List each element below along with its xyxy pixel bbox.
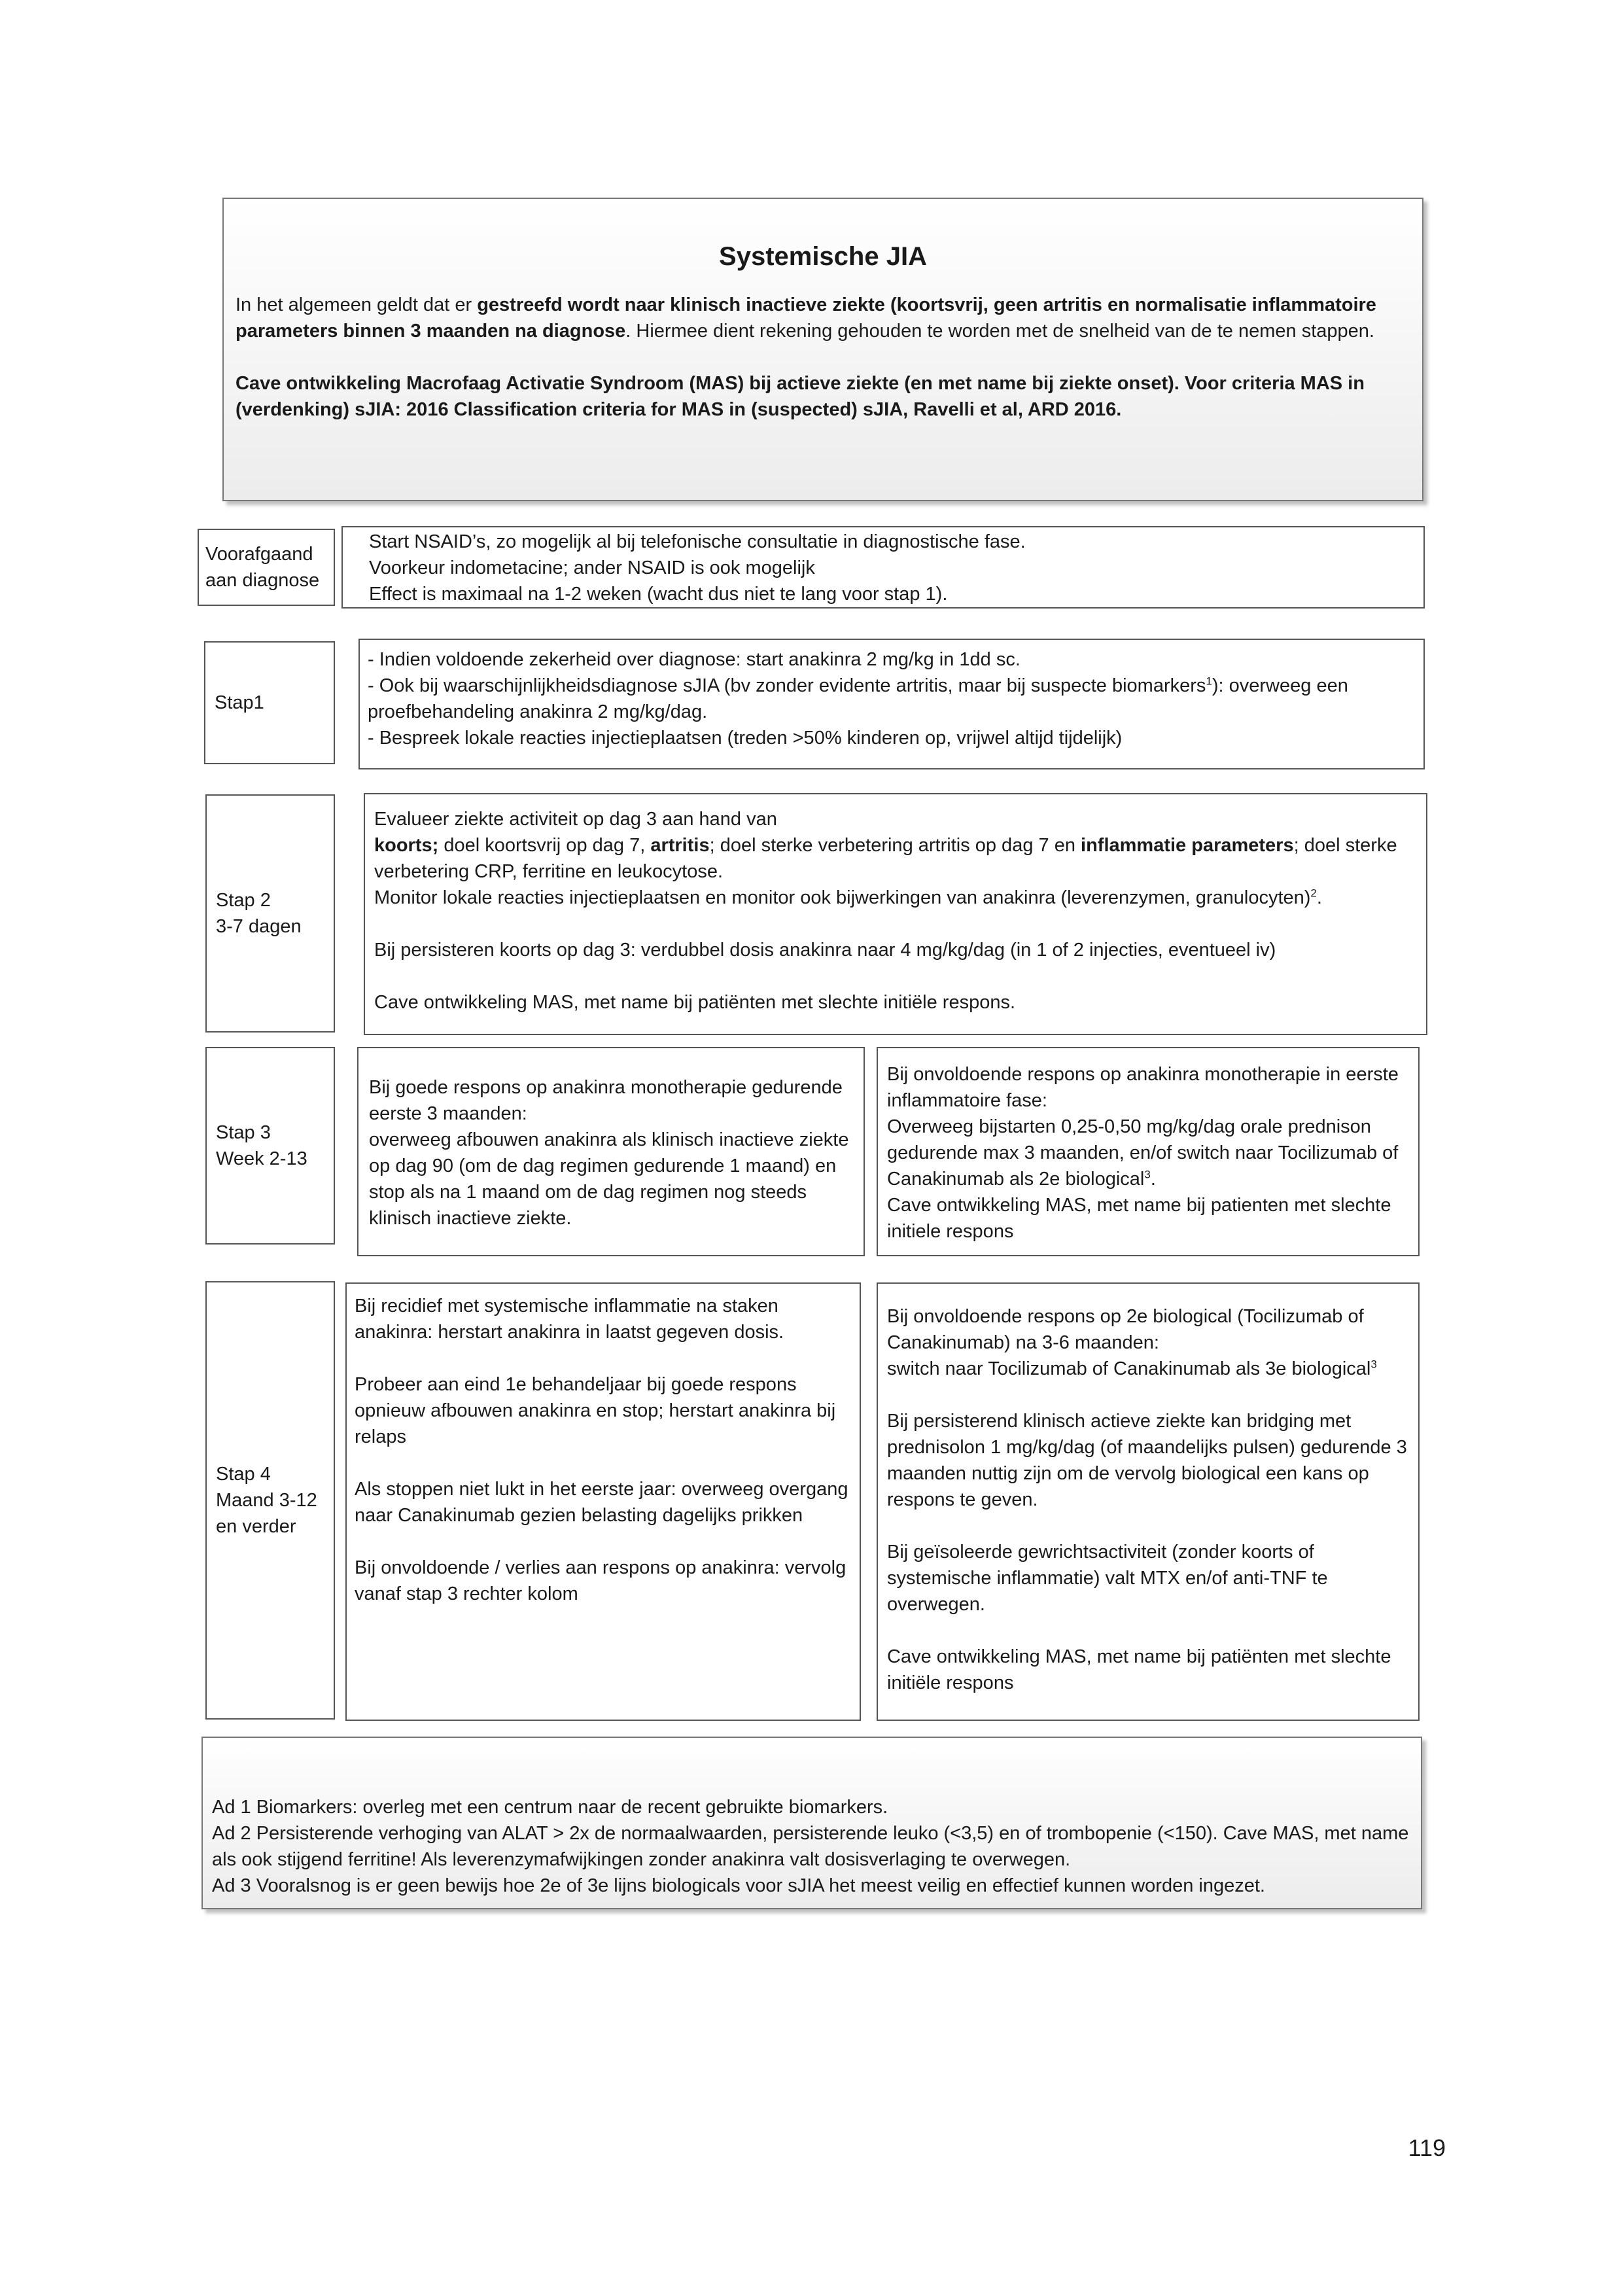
content-stap2: Evalueer ziekte activiteit op dag 3 aan hand van koorts; doel koortsvrij op dag 7, artritis; doel sterke verbetering artritis op dag 7 en inflammatie parameters; doel sterke verbetering CRP, ferritine en leukocytose. Monitor lokale reacties injectieplaatsen en monitor ook bijwerkingen van anakinra (leverenzymen, granulocyten)$^2$. Bij persisteren koorts op dag 3: verdubbel dosis anakinra naar 4 mg/kg/dag (in 1 of 2 injecties, eventueel iv) Cave ontwikkeling MAS, met name bij patiënten met slechte initiële respons. (364, 793, 1427, 1035)
page-number: 119 (1408, 2134, 1446, 2161)
page-title: Systemische JIA (719, 242, 927, 271)
footnote-3: Ad 3 Vooralsnog is er geen bewijs hoe 2e of 3e lijns biologicals voor sJIA het meest veilig en effectief kunnen worden ingezet. (212, 1875, 1265, 1896)
content-stap3-right: Bij onvoldoende respons op anakinra monotherapie in eerste inflammatoire fase: Overweeg bijstarten 0,25-0,50 mg/kg/dag orale prednison gedurende max 3 maanden, en/of switch naar Tocilizumab of Canakinumab als 2e biological$^3$. Cave ontwikkeling MAS, met name bij patienten met slechte initiele respons (877, 1047, 1420, 1256)
content-stap4-right: Bij onvoldoende respons op 2e biological (Tocilizumab of Canakinumab) na 3-6 maanden: switch naar Tocilizumab of Canakinumab als 3e biological$^3$ Bij persisterend klinisch actieve ziekte kan bridging met prednisolon 1 mg/kg/dag (of maandelijks pulsen) gedurende 3 maanden nuttig zijn om de vervolg biological een kans op respons te geven. Bij geïsoleerde gewrichtsactiviteit (zonder koorts of systemische inflammatie) valt MTX en/of anti-TNF te overwegen. Cave ontwikkeling MAS, met name bij patiënten met slechte initiële respons (877, 1282, 1420, 1721)
footnote-1: Ad 1 Biomarkers: overleg met een centrum naar de recent gebruikte biomarkers. (212, 1797, 888, 1818)
content-stap3-left: Bij goede respons op anakinra monotherapie gedurende eerste 3 maanden: overweeg afbouwen anakinra als klinisch inactieve ziekte op dag 90 (om de dag regimen gedurende 1 maand) en stop als na 1 maand om de dag regimen nog steeds klinisch inactieve ziekte. (357, 1047, 865, 1256)
content-stap1: - Indien voldoende zekerheid over diagnose: start anakinra 2 mg/kg in 1dd sc. - Ook bij waarschijnlijkheidsdiagnose sJIA (bv zonder evidente artritis, maar bij suspecte biomarkers$^1$): overweeg een proefbehandeling anakinra 2 mg/kg/dag. - Bespreek lokale reacties injectieplaatsen (treden >50% kinderen op, vrijwel altijd tijdelijk) (358, 639, 1425, 769)
label-stap2: Stap 2 3-7 dagen (205, 794, 335, 1033)
footnotes-box (201, 1737, 1422, 1909)
mas-warning: Cave ontwikkeling Macrofaag Activatie Syndroom (MAS) bij actieve ziekte (en met name bij ziekte onset). Voor criteria MAS in (verdenking) sJIA: 2016 Classification criteria for MAS in (suspected) sJIA, Ravelli et al, ARD 2016. (236, 373, 1365, 420)
content-stap4-left: Bij recidief met systemische inflammatie na staken anakinra: herstart anakinra in laatst gegeven dosis. Probeer aan eind 1e behandeljaar bij goede respons opnieuw afbouwen anakinra en stop; herstart anakinra bij relaps Als stoppen niet lukt in het eerste jaar: overweeg overgang naar Canakinumab gezien belasting dagelijks prikken Bij onvoldoende / verlies aan respons op anakinra: vervolg vanaf stap 3 rechter kolom (345, 1282, 861, 1721)
content-voorafgaand: Start NSAID’s, zo mogelijk al bij telefonische consultatie in diagnostische fase. Voorkeur indometacine; ander NSAID is ook mogelijk Effect is maximaal na 1-2 weken (wacht dus niet te lang voor stap 1). (341, 526, 1425, 609)
label-stap4: Stap 4 Maand 3-12 en verder (205, 1281, 335, 1720)
label-stap1: Stap1 (204, 641, 335, 764)
footnote-2: Ad 2 Persisterende verhoging van ALAT > 2x de normaalwaarden, persisterende leuko (<3,5) en of trombopenie (<150). Cave MAS, met name als ook stijgend ferritine! Als leverenzymafwijkingen zonder anakinra valt dosisverlaging te overwegen. (212, 1823, 1409, 1870)
intro-text: In het algemeen geldt dat er gestreefd wordt naar klinisch inactieve ziekte (koortsvrij, geen artritis en normalisatie inflammatoire parameters binnen 3 maanden na diagnose. Hiermee dient rekening gehouden te worden met de snelheid van de te nemen stappen. (236, 294, 1376, 342)
header-box (222, 198, 1423, 501)
label-stap3: Stap 3 Week 2-13 (205, 1047, 335, 1245)
label-voorafgaand: Voorafgaand aan diagnose (198, 529, 335, 606)
